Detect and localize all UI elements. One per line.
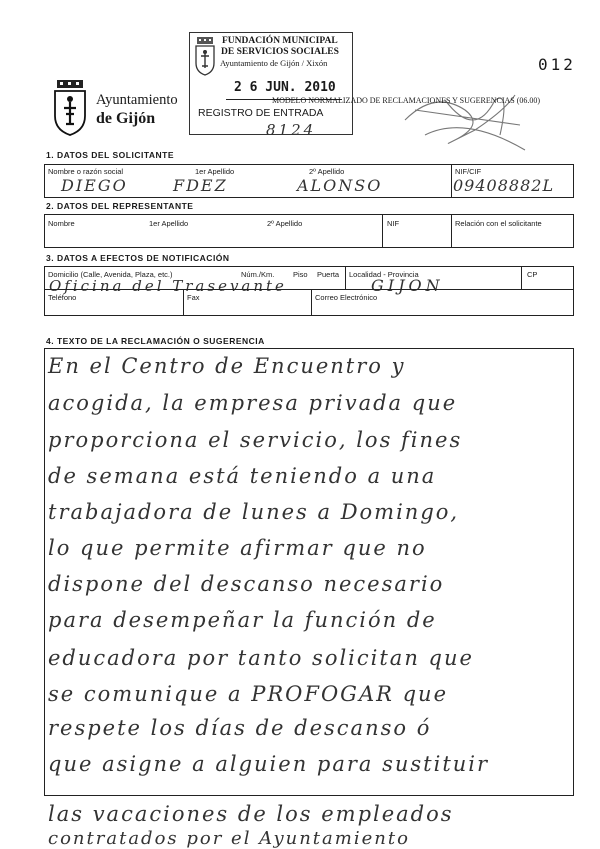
door-label: Puerta — [317, 270, 340, 279]
stamp-registry-label: REGISTRO DE ENTRADA — [198, 107, 324, 119]
applicant-nif-value: 09408882L — [453, 176, 555, 195]
applicant-surname1-label: 1er Apellido — [195, 167, 235, 176]
divider — [521, 267, 522, 289]
floor-label: Piso — [293, 270, 308, 279]
complaint-line: de semana está teniendo a una — [48, 464, 437, 488]
cp-label: CP — [527, 270, 538, 279]
representative-surname1-label: 1er Apellido — [149, 219, 189, 228]
municipality-name-line2: de Gijón — [96, 110, 156, 127]
stamp-org-line3: Ayuntamiento de Gijón / Xixón — [220, 58, 328, 68]
form-title: MODELO NORMALIZADO DE RECLAMACIONES Y SUGERENCIAS (06.00) — [272, 96, 541, 105]
complaint-line: dispone del descanso necesario — [48, 572, 445, 596]
applicant-surname2-label: 2º Apellido — [309, 167, 345, 176]
document-number: 012 — [538, 55, 576, 74]
section-4-title: 4. TEXTO DE LA RECLAMACIÓN O SUGERENCIA — [46, 336, 265, 346]
number-label: Núm./Km. — [241, 270, 275, 279]
section-1-title: 1. DATOS DEL SOLICITANTE — [46, 150, 175, 160]
address-label: Domicilio (Calle, Avenida, Plaza, etc.) — [48, 270, 173, 279]
divider — [451, 215, 452, 247]
applicant-surname1-value: FDEZ — [173, 176, 228, 195]
complaint-line: que asigne a alguien para sustituir — [48, 752, 490, 776]
gijon-coat-of-arms-icon — [52, 78, 88, 136]
stamp-date: 2 6 JUN. 2010 — [234, 80, 336, 95]
complaint-line: se comunique a PROFOGAR que — [48, 682, 448, 706]
divider — [382, 215, 383, 247]
address-value: Oficina del Trasevante — [49, 277, 287, 295]
complaint-line: trabajadora de lunes a Domingo, — [48, 500, 460, 524]
divider — [183, 289, 184, 315]
representative-name-label: Nombre — [48, 219, 75, 228]
stamp-crest-icon — [194, 36, 216, 76]
representative-box — [44, 214, 574, 248]
fax-label: Fax — [187, 293, 200, 302]
stamp-org-line1: FUNDACIÓN MUNICIPAL — [222, 36, 338, 46]
complaint-overflow-line: las vacaciones de los empleados — [48, 802, 454, 826]
complaint-overflow-line: contratados por el Ayuntamiento — [48, 828, 410, 849]
complaint-line: respete los días de descanso ó — [48, 716, 432, 740]
complaint-line: para desempeñar la función de — [48, 608, 437, 632]
divider — [311, 289, 312, 315]
divider — [451, 165, 452, 197]
divider — [45, 289, 573, 290]
applicant-nif-label: NIF/CIF — [455, 167, 482, 176]
complaint-line: acogida, la empresa privada que — [48, 391, 458, 415]
locality-value: GIJON — [371, 276, 444, 295]
stamp-entry-number: 8124 — [266, 121, 317, 139]
registry-stamp — [189, 32, 353, 139]
stamp-org-line2: DE SERVICIOS SOCIALES — [221, 47, 339, 57]
applicant-name-label: Nombre o razón social — [48, 167, 124, 176]
applicant-surname2-value: ALONSO — [297, 176, 383, 195]
phone-label: Teléfono — [48, 293, 77, 302]
section-2-title: 2. DATOS DEL REPRESENTANTE — [46, 201, 194, 211]
complaint-line: lo que permite afirmar que no — [48, 536, 427, 560]
complaint-line: En el Centro de Encuentro y — [48, 354, 406, 378]
divider — [345, 267, 346, 289]
applicant-box — [44, 164, 574, 198]
applicant-name-value: DIEGO — [61, 176, 128, 195]
complaint-line: educadora por tanto solicitan que — [48, 646, 474, 670]
representative-surname2-label: 2º Apellido — [267, 219, 303, 228]
representative-relation-label: Relación con el solicitante — [455, 219, 542, 228]
complaint-line: proporciona el servicio, los fines — [48, 428, 463, 452]
email-label: Correo Electrónico — [315, 293, 378, 302]
municipality-name-line1: Ayuntamiento — [96, 92, 178, 108]
signature-scribble — [395, 80, 535, 160]
section-3-title: 3. DATOS A EFECTOS DE NOTIFICACIÓN — [46, 253, 230, 263]
notification-box — [44, 266, 574, 316]
locality-label: Localidad - Provincia — [349, 270, 419, 279]
representative-nif-label: NIF — [387, 219, 400, 228]
